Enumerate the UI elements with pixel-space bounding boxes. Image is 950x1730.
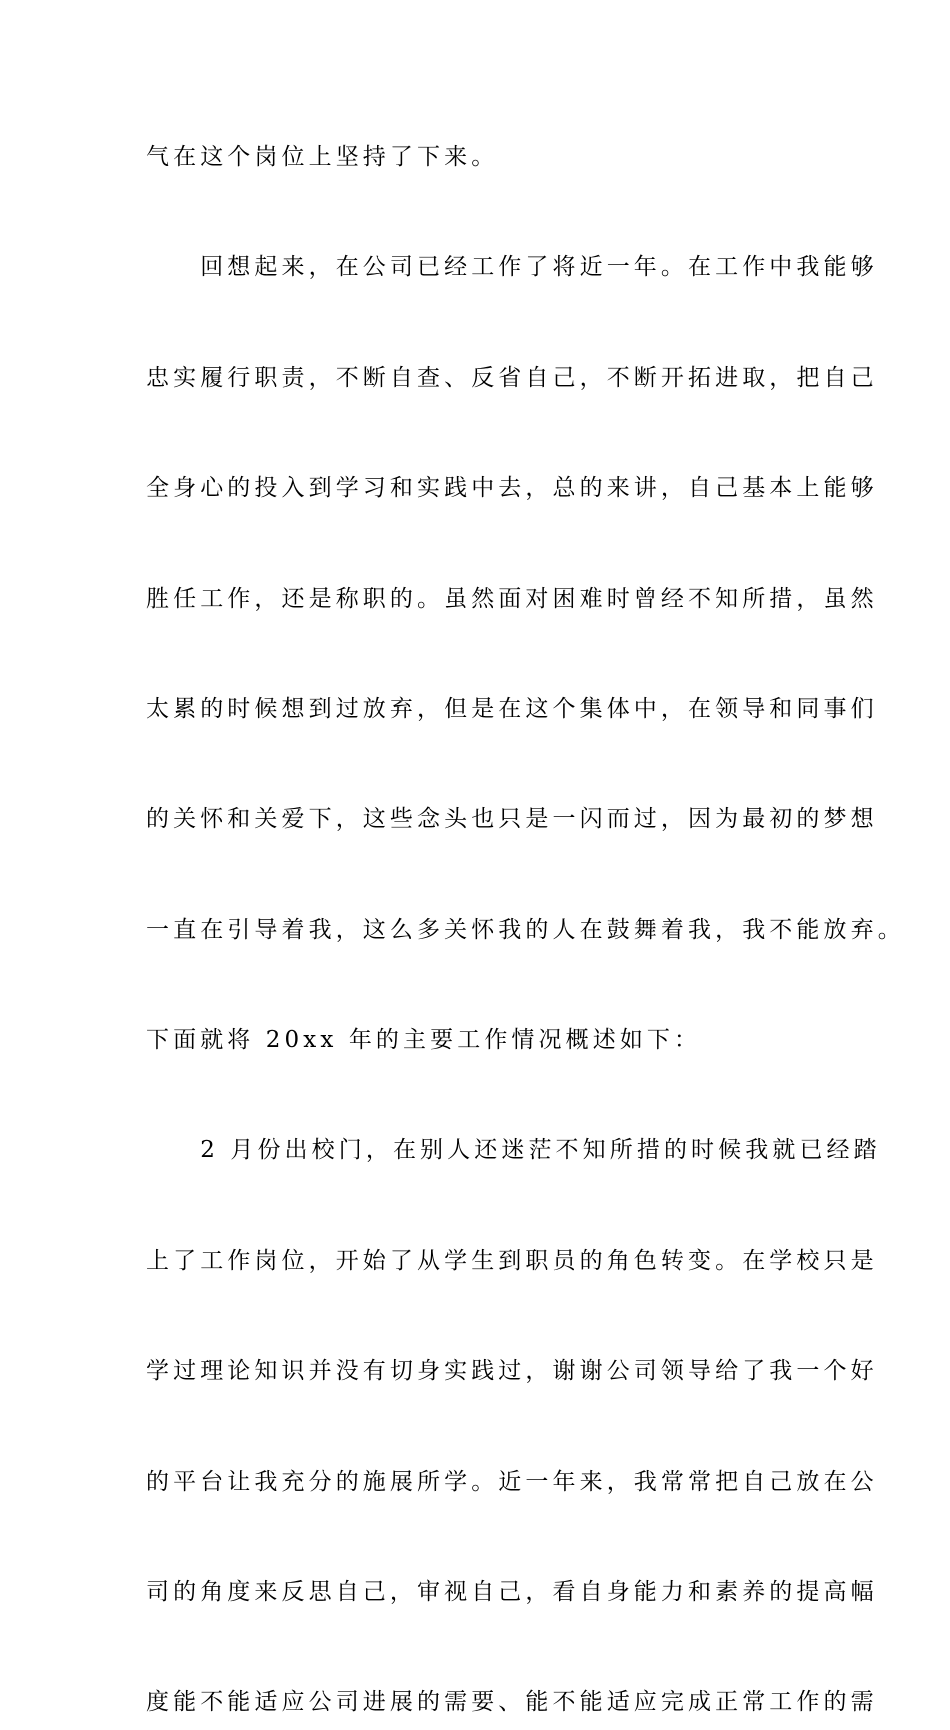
text-line <box>146 1510 826 1565</box>
text-line: 太累的时候想到过放弃，但是在这个集体中，在领导和同事们 <box>146 695 878 722</box>
text-line: 2 月份出校门，在别人还迷茫不知所措的时候我就已经踏 <box>146 1137 881 1164</box>
text-line: 的平台让我充分的施展所学。近一年来，我常常把自己放在公 <box>146 1468 878 1495</box>
text-line: 学过理论知识并没有切身实践过，谢谢公司领导给了我一个好 <box>146 1358 878 1385</box>
text-line: 忠实履行职责，不断自查、反省自己，不断开拓进取，把自己 <box>146 364 878 391</box>
body-text <box>146 130 905 1730</box>
text-line <box>146 958 826 1013</box>
text-line <box>146 1399 826 1454</box>
text-line: 胜任工作，还是称职的。虽然面对困难时曾经不知所措，虽然 <box>146 585 878 612</box>
text-line: 下面就将 20xx 年的主要工作情况概述如下： <box>146 1027 702 1053</box>
text-line <box>146 185 826 240</box>
text-line: 司的角度来反思自己，审视自己，看自身能力和素养的提高幅 <box>146 1578 878 1605</box>
text-line: 回想起来，在公司已经工作了将近一年。在工作中我能够 <box>146 254 878 281</box>
text-line <box>146 627 826 682</box>
text-line: 全身心的投入到学习和实践中去，总的来讲，自己基本上能够 <box>146 475 878 502</box>
text-line: 上了工作岗位，开始了从学生到职员的角色转变。在学校只是 <box>146 1247 878 1274</box>
text-line <box>146 737 826 792</box>
text-line <box>146 516 826 571</box>
text-line: 一直在引导着我，这么多关怀我的人在鼓舞着我，我不能放弃。 <box>146 916 905 943</box>
text-line: 度能不能适应公司进展的需要、能不能适应完成正常工作的需 <box>146 1689 878 1716</box>
text-line <box>146 296 826 351</box>
text-line <box>146 1289 826 1344</box>
text-line <box>146 1068 826 1123</box>
text-line <box>146 1620 826 1675</box>
text-line <box>146 406 826 461</box>
text-line <box>146 1179 826 1234</box>
text-line: 的关怀和关爱下，这些念头也只是一闪而过，因为最初的梦想 <box>146 806 878 833</box>
text-line <box>146 847 826 902</box>
text-line: 气在这个岗位上坚持了下来。 <box>146 144 499 170</box>
